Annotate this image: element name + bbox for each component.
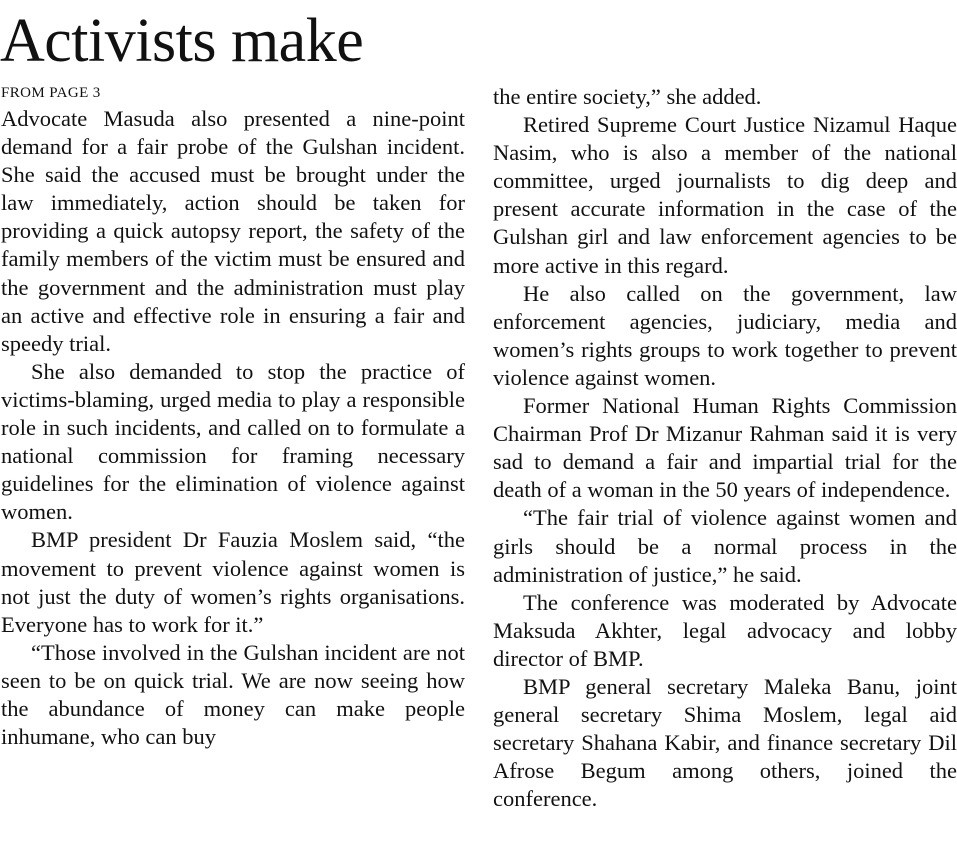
left-column: [1, 105, 465, 751]
paragraph: BMP general secretary Maleka Banu, joint general secretary Shima Moslem, legal aid secretary Shahana Kabir, and finance secretary Dil Afrose Begum among others, joined the conference.: [493, 673, 957, 812]
paragraph: BMP president Dr Fauzia Moslem said, “the movement to prevent violence against women is not just the duty of women’s rights organisations. Everyone has to work for it.”: [1, 527, 465, 637]
paragraph-continuation: the entire society,” she added.: [493, 84, 762, 109]
continued-from-label: FROM PAGE 3: [1, 85, 101, 101]
paragraph: He also called on the government, law enforcement agencies, judiciary, media and women’s rights groups to work together to prevent violence against women.: [493, 280, 957, 390]
paragraph: Retired Supreme Court Justice Nizamul Haque Nasim, who is also a member of the national committee, urged journalists to dig deep and present accurate information in the case of the Gulshan girl and law enforcement agencies to be more active in this regard.: [493, 112, 957, 278]
headline: Activists make: [0, 7, 364, 75]
paragraph: She also demanded to stop the practice of victims-blaming, urged media to play a responsible role in such incidents, and called on to formulate a national commission for framing necessary guidelines for the elimination of violence against women.: [1, 358, 465, 525]
paragraph: Advocate Masuda also presented a nine-point demand for a fair probe of the Gulshan incident. She said the accused must be brought under the law immediately, action should be taken for providing a quick autopsy report, the safety of the family members of the victim must be ensured and the government and the administration must play an active and effective role in ensuring a fair and speedy trial.: [1, 106, 465, 356]
paragraph: Former National Human Rights Commission Chairman Prof Dr Mizanur Rahman said it is very sad to demand a fair and impartial trial for the death of a woman in the 50 years of independence.: [493, 393, 957, 503]
right-column: [493, 83, 957, 813]
paragraph: “Those involved in the Gulshan incident are not seen to be on quick trial. We are now seeing how the abundance of money can make people inhumane, who can buy: [1, 639, 465, 750]
paragraph: “The fair trial of violence against women and girls should be a normal process in the administration of justice,” he said.: [493, 505, 957, 587]
paragraph: The conference was moderated by Advocate Maksuda Akhter, legal advocacy and lobby director of BMP.: [493, 589, 957, 671]
